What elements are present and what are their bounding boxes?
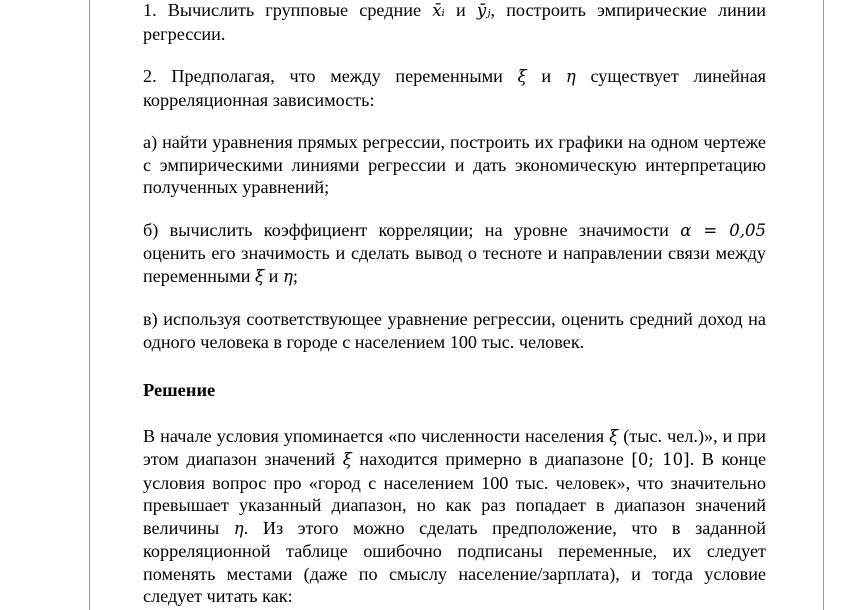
solution-text-5: . Из этого можно сделать предположение, что в заданной корреляционной таблице ошибочно подписаны переменные, их следует поменять местами (даже по смыслу население/зарплата), и тогда условие следует читать как: (143, 517, 766, 606)
math-xi: ξ (255, 266, 265, 286)
math-y-bar-j: ȳⱼ (476, 1, 491, 20)
punctuation: ; (292, 265, 298, 286)
math-xi: ξ (517, 67, 527, 86)
task-item-2 (143, 65, 766, 111)
math-eta: η (282, 266, 293, 286)
solution-text-2: (тыс. чел.)», и при этом диапазон значений (143, 425, 766, 469)
task-subitem-v: в) используя соответствующее уравнение регрессии, оценить средний доход на одного человека в городе с населением 100 тыс. человек. (143, 309, 766, 352)
task-subitem-b-text: б) вычислить коэффициент корреляции; на уровне значимости (143, 219, 681, 240)
math-alpha-level: α = 0,05 (680, 220, 766, 240)
task-item-1-text: 1. Вычислить групповые средние (143, 0, 433, 20)
math-eta: η (233, 518, 244, 538)
document-body (143, 0, 766, 608)
task-subitem-b (143, 219, 766, 289)
solution-text-4: . В конце условия вопрос про «город с населением 100 тыс. человек», что значительно превышает указанный диапазон, но как раз попадает в диапазон значений величины (143, 449, 767, 538)
solution-text-3: находится примерно в диапазоне (351, 449, 632, 469)
solution-heading: Решение (143, 380, 216, 400)
task-subitem-b-text-mid: оценить его значимость и сделать вывод о тесноте и направлении связи между переменными (143, 243, 766, 286)
task-subitem-a: а) найти уравнения прямых регрессии, построить их графики на одном чертеже с эмпирическими линиями регрессии и дать экономическую интерпретацию полученных уравнений; (143, 132, 766, 197)
conjunction: и (264, 265, 283, 286)
task-item-2-text: 2. Предполагая, что между переменными (143, 66, 518, 86)
task-item-2-text-end: существует линейная корреляционная зависимость: (143, 66, 767, 110)
task-item-1-text-end: , построить эмпирические линии регрессии. (143, 0, 767, 44)
solution-text-1: В начале условия упоминается «по численности населения (143, 425, 610, 446)
math-range: [0; 10] (631, 450, 690, 469)
math-x-bar-i: x̄ᵢ (432, 1, 445, 20)
task-item-1 (143, 0, 766, 45)
math-eta: η (565, 67, 576, 86)
math-xi: ξ (609, 426, 619, 446)
conjunction: и (444, 0, 477, 20)
solution-paragraph (143, 425, 766, 608)
math-xi: ξ (342, 450, 352, 469)
conjunction: и (526, 66, 566, 86)
